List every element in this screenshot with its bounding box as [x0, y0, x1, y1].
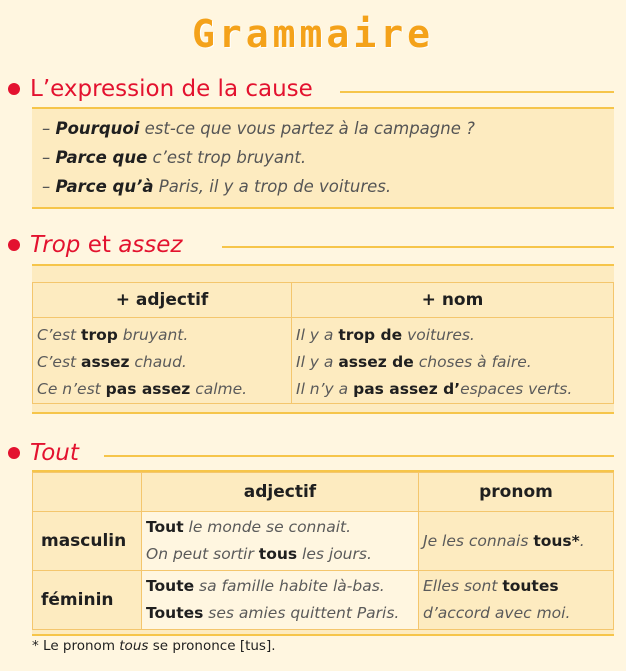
masculin-adjectif	[142, 512, 419, 571]
example-line: C’est assez chaud.	[37, 353, 187, 371]
feminin-adjectif	[142, 571, 419, 630]
example-line: Il y a assez de choses à faire.	[296, 353, 532, 371]
example-line: Il y a trop de voitures.	[296, 326, 475, 344]
header-nom: + nom	[292, 283, 614, 318]
bullet-icon	[8, 83, 20, 95]
cause-examples	[42, 114, 475, 201]
page-title: Grammaire	[192, 12, 434, 56]
section-trop-heading	[8, 232, 183, 258]
masculin-pronom	[419, 512, 614, 571]
tout-table	[32, 472, 614, 630]
header-adjectif: + adjectif	[33, 283, 292, 318]
example-line: Tout le monde se connait.	[146, 518, 352, 536]
section-title: Tout	[30, 440, 79, 466]
example-line: On peut sortir tous les jours.	[146, 545, 372, 563]
bullet-icon	[8, 447, 20, 459]
cause-line: – Parce qu’à Paris, il y a trop de voitures.	[42, 177, 392, 196]
row-label-masculin: masculin	[33, 512, 142, 571]
footnote: * Le pronom tous se prononce [tus].	[32, 638, 276, 654]
cause-line: – Pourquoi est-ce que vous partez à la campagne ?	[42, 119, 475, 138]
section-tout-heading	[8, 440, 79, 466]
header-pronom: pronom	[419, 473, 614, 512]
section-title: L’expression de la cause	[30, 76, 313, 102]
example-line: Toute sa famille habite là-bas.	[146, 577, 385, 595]
example-line: Toutes ses amies quittent Paris.	[146, 604, 400, 622]
section-rule	[222, 246, 614, 248]
cause-line: – Parce que c’est trop bruyant.	[42, 148, 307, 167]
example-line: Elles sont toutes	[423, 577, 559, 595]
section-rule	[340, 91, 614, 93]
example-line: Il n’y a pas assez d’espaces verts.	[296, 380, 573, 398]
trop-assez-table	[32, 282, 614, 404]
example-line: d’accord avec moi.	[423, 604, 571, 622]
nom-examples	[292, 318, 614, 404]
adjectif-examples	[33, 318, 292, 404]
feminin-pronom	[419, 571, 614, 630]
header-adjectif: adjectif	[142, 473, 419, 512]
empty-header	[33, 473, 142, 512]
section-cause-heading	[8, 76, 313, 102]
bullet-icon	[8, 239, 20, 251]
example-line: Je les connais tous*.	[423, 531, 585, 550]
section-title: Trop et assez	[30, 232, 183, 258]
section-rule	[104, 455, 614, 457]
row-label-feminin: féminin	[33, 571, 142, 630]
example-line: Ce n’est pas assez calme.	[37, 380, 248, 398]
example-line: C’est trop bruyant.	[37, 326, 189, 344]
